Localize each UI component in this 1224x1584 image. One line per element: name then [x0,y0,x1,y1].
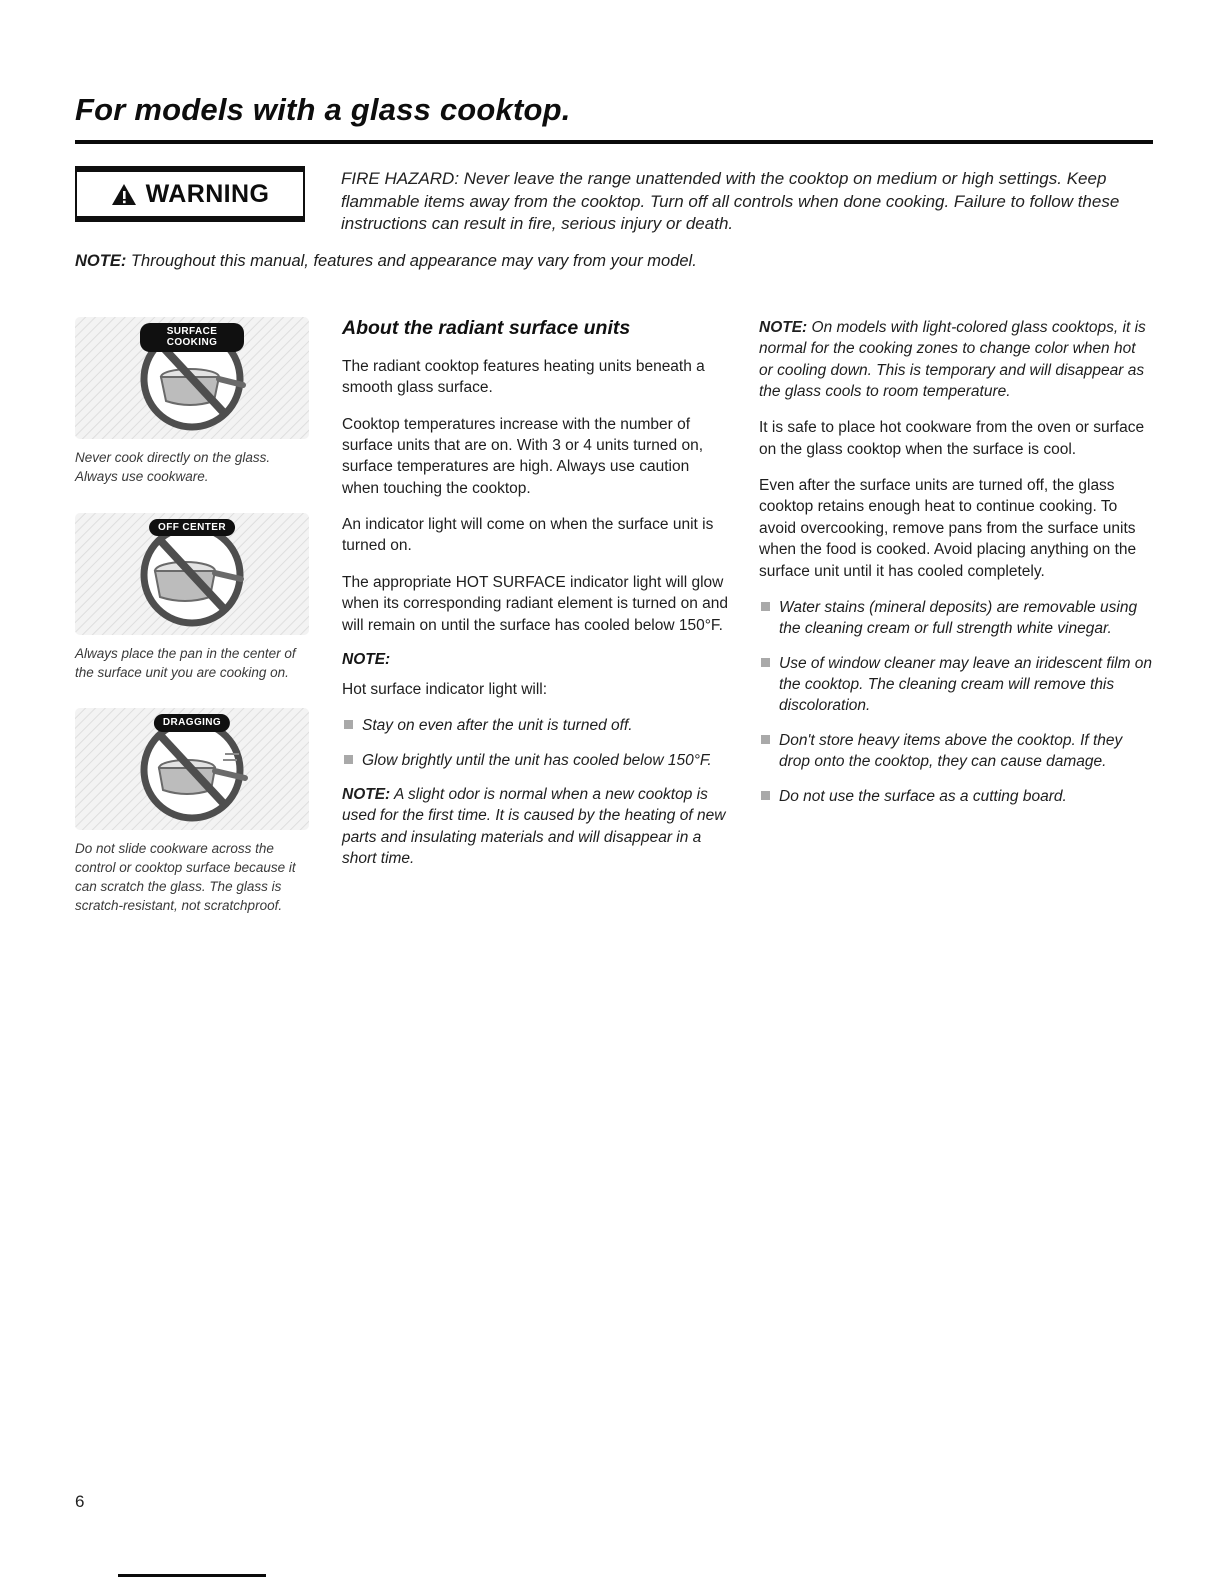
model-note [75,252,1153,271]
figures-column [75,317,313,942]
list-item-text: Glow brightly until the unit has cooled below 150°F. [362,751,712,769]
square-bullet-icon [761,602,770,611]
list-item [759,730,1153,773]
odor-note [342,784,730,870]
paragraph: Cooktop temperatures increase with the number of surface units that are on. With 3 or 4 units turned on, surface temperatures are high. Always use caution when touching the cooktop. [342,415,704,497]
page-title: For models with a glass cooktop. [75,92,1153,144]
light-colored-glass-note-text: On models with light-colored glass cooktops, it is normal for the cooking zones to change color when hot or cooling down. This is temporary and will disappear as the glass cools to room temperature. [759,318,1146,400]
model-note-text: Throughout this manual, features and appearance may vary from your model. [126,251,697,270]
note-label: NOTE: [342,650,391,668]
square-bullet-icon [761,735,770,744]
odor-note-text: A slight odor is normal when a new cooktop is used for the first time. It is caused by the heating of new parts and insulating materials and will disappear in a short time. [342,786,726,868]
warning-box [75,166,305,222]
figure-surface-cooking [75,317,309,439]
warning-label: WARNING [145,179,270,208]
paragraph: The appropriate HOT SURFACE indicator light will glow when its corresponding radiant element is turned on and will remain on until the surface has cooled below 150°F. [342,573,729,634]
figure-badge: DRAGGING [154,714,230,732]
list-item [759,597,1153,640]
figure-dragging [75,708,309,830]
figure-caption: Always place the pan in the center of the surface unit you are cooking on. [75,645,296,680]
page-content [75,92,1153,942]
square-bullet-icon [761,791,770,800]
list-item [759,786,1153,807]
model-note-label: NOTE: [75,251,127,270]
section-heading: About the radiant surface units [342,316,631,339]
warning-text: FIRE HAZARD: Never leave the range unattended with the cooktop on medium or high settings. Keep flammable items away from the cooktop. Turn off all controls when done cooking. Failure to follow these instructions can result in fire, serious injury or death. [341,169,1120,234]
note-intro: Hot surface indicator light will: [342,680,548,698]
three-column-layout [75,317,1153,942]
figure-caption: Do not slide cookware across the control or cooktop surface because it can scratch the glass. The glass is scratch-resistant, not scratchproof. [75,841,296,914]
light-colored-glass-note [759,317,1153,403]
footer-rule [118,1574,266,1577]
figure-badge: SURFACE COOKING [140,323,244,352]
square-bullet-icon [761,658,770,667]
list-item [342,750,730,771]
list-item-text: Do not use the surface as a cutting board. [779,787,1067,805]
figure-off-center [75,513,309,635]
paragraph: The radiant cooktop features heating units beneath a smooth glass surface. [342,357,705,397]
light-colored-glass-note-label: NOTE: [759,318,808,336]
middle-text-column [342,317,730,942]
right-text-column [759,317,1153,942]
page-number: 6 [75,1492,85,1511]
list-item-text: Don't store heavy items above the cooktop. If they drop onto the cooktop, they can cause damage. [779,731,1123,771]
square-bullet-icon [344,755,353,764]
warning-section [75,166,1153,236]
list-item-text: Use of window cleaner may leave an iridescent film on the cooktop. The cleaning cream will remove this discoloration. [779,654,1153,715]
figure-badge: OFF CENTER [149,519,235,537]
paragraph: An indicator light will come on when the surface unit is turned on. [342,516,714,555]
square-bullet-icon [344,720,353,729]
paragraph: Even after the surface units are turned off, the glass cooktop retains enough heat to continue cooking. To avoid overcooking, remove pans from the surface units when the food is cooked. Avoid placing anything on the surface unit until it has cooled completely. [759,477,1137,580]
warning-triangle-icon [111,183,137,206]
list-item [759,653,1153,717]
figure-caption: Never cook directly on the glass. Always use cookware. [75,449,271,484]
paragraph: It is safe to place hot cookware from the oven or surface on the glass cooktop when the surface is cool. [759,419,1145,458]
list-item [342,715,730,736]
odor-note-label: NOTE: [342,786,391,804]
list-item-text: Stay on even after the unit is turned off. [362,717,633,735]
list-item-text: Water stains (mineral deposits) are removable using the cleaning cream or full strength white vinegar. [779,598,1138,638]
